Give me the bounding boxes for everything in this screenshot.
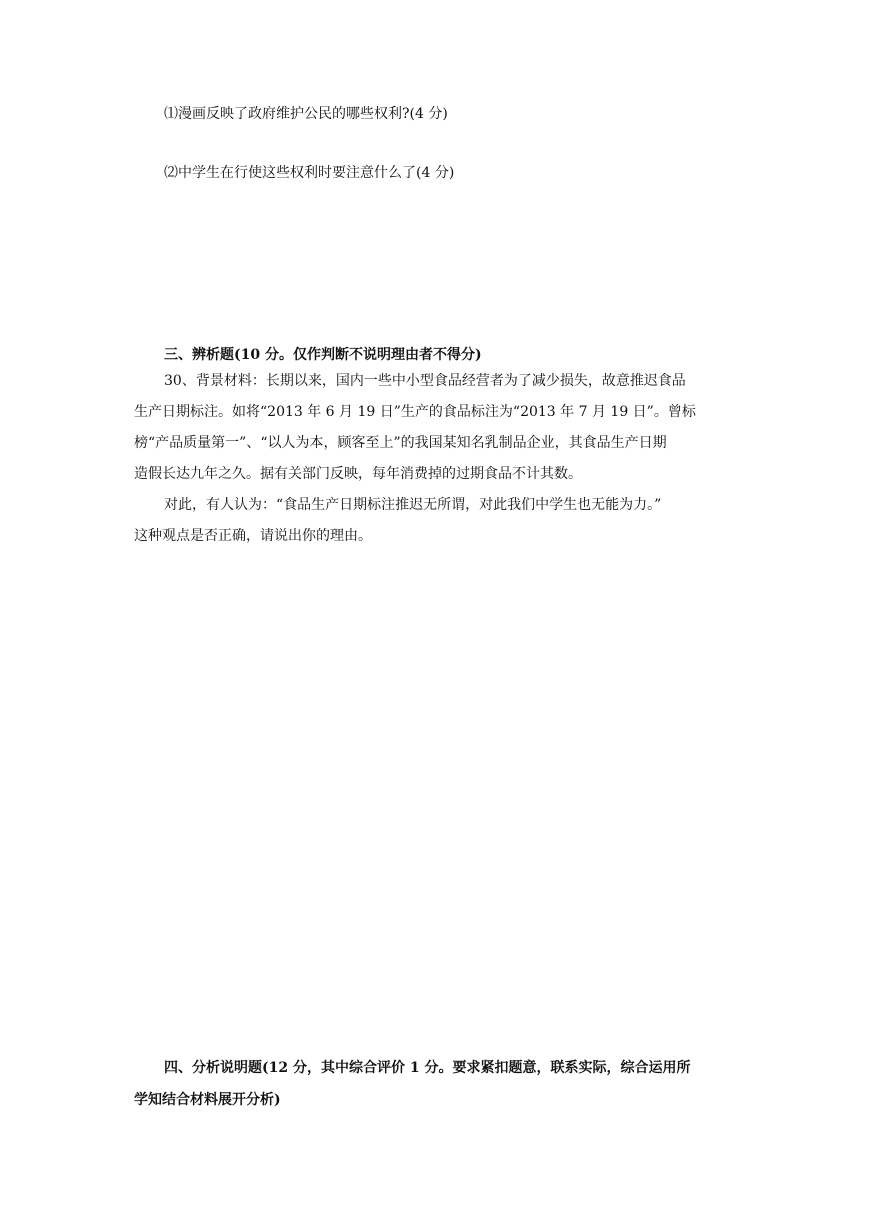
question-2-2: ⑵中学生在行使这些权利时要注意什么了(4 分): [164, 165, 455, 181]
section-3-heading: 三、辨析题(10 分。仅作判断不说明理由者不得分): [164, 347, 482, 363]
question-2-1: ⑴漫画反映了政府维护公民的哪些权利?(4 分): [164, 106, 448, 122]
section-4-heading: [134, 1052, 739, 1116]
section-4-heading-line: 学知结合材料展开分析): [134, 1092, 281, 1108]
section-4-heading-line: 四、分析说明题(12 分，其中综合评价 1 分。要求紧扣题意，联系实际，综合运用所: [164, 1060, 691, 1076]
question-line: 这种观点是否正确，请说出你的理由。: [134, 528, 372, 544]
question-line: 对此，有人认为：“食品生产日期标注推迟无所谓，对此我们中学生也无能为力。”: [164, 497, 662, 513]
material-line: 生产日期标注。如将“2013 年 6 月 19 日”生产的食品标注为“2013 年 7 月 19 日”。曾标: [134, 404, 696, 420]
material-line: 30、背景材料：长期以来，国内一些中小型食品经营者为了减少损失，故意推迟食品: [164, 373, 686, 389]
material-line: 榜“产品质量第一”、“以人为本，顾客至上”的我国某知名乳制品企业，其食品生产日期: [134, 435, 667, 451]
material-line: 造假长达九年之久。据有关部门反映，每年消费掉的过期食品不计其数。: [134, 466, 582, 482]
section-3-material: [134, 366, 739, 552]
